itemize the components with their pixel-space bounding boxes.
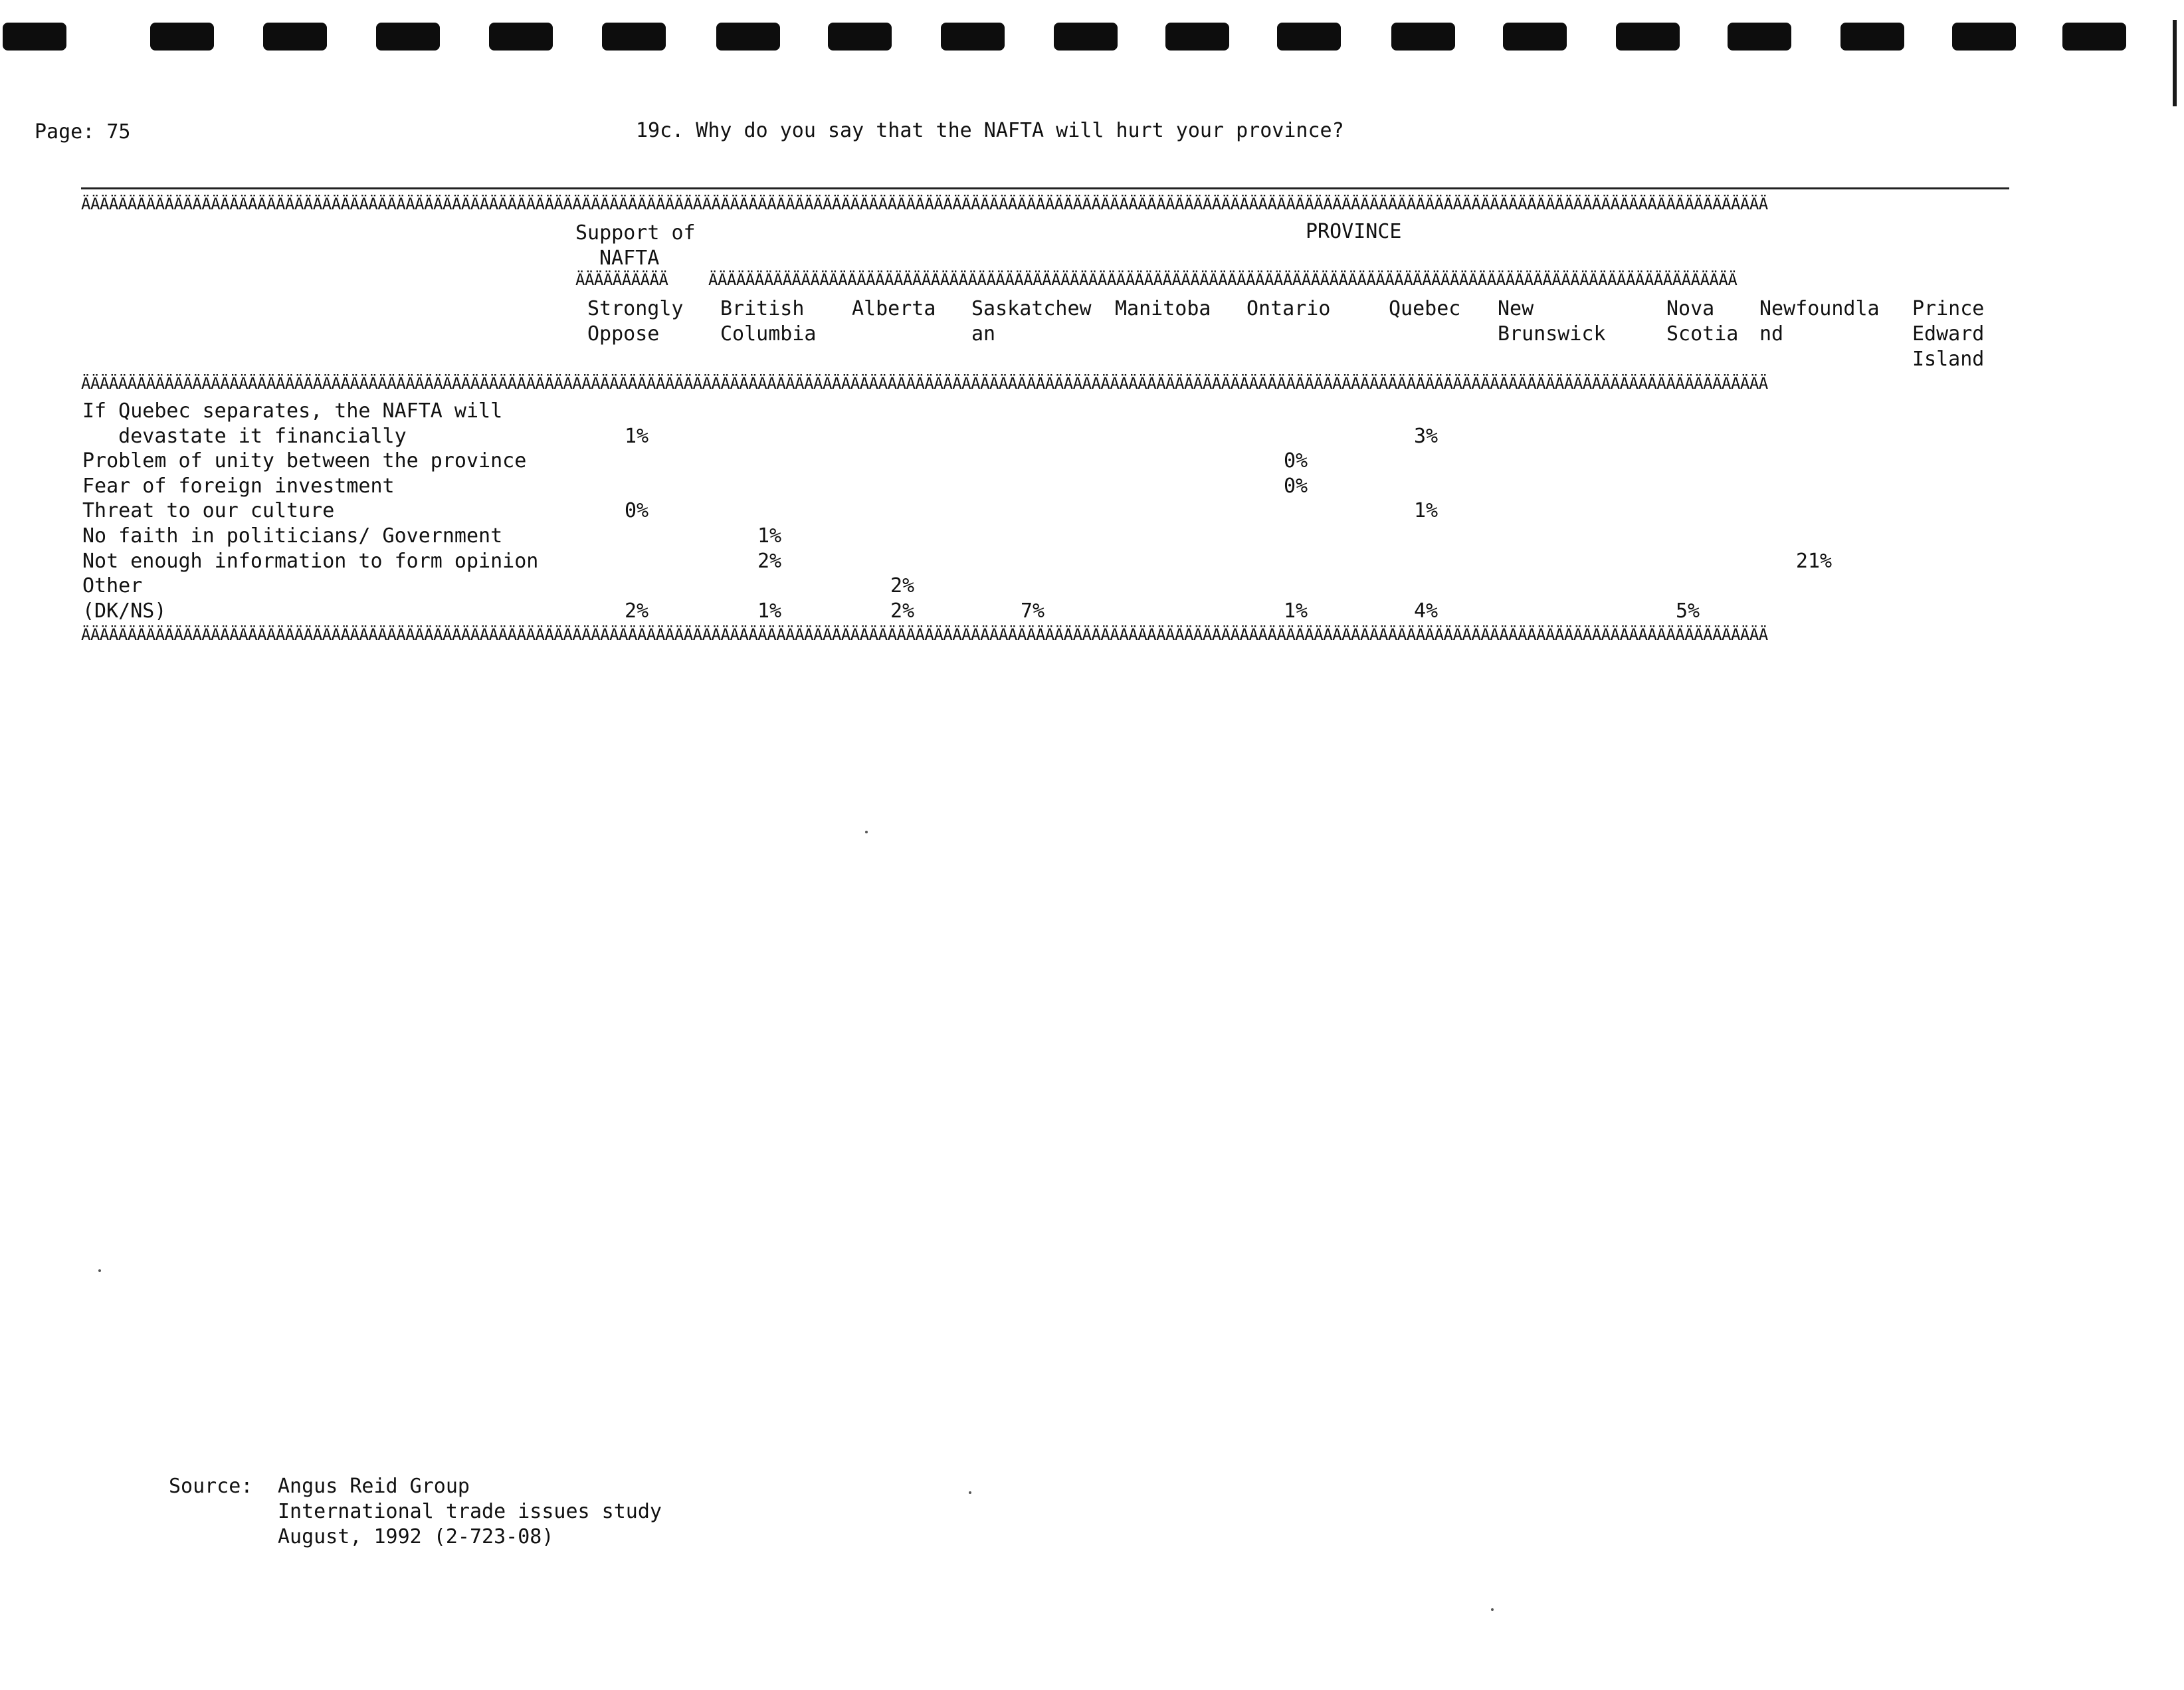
column-header-6-line-1: Quebec xyxy=(1389,297,1461,320)
binder-hole xyxy=(376,23,440,51)
rule-bottom: ÄÄÄÄÄÄÄÄÄÄÄÄÄÄÄÄÄÄÄÄÄÄÄÄÄÄÄÄÄÄÄÄÄÄÄÄÄÄÄÄÄÄÄÄÄÄÄÄÄÄÄÄÄÄÄÄÄÄÄÄÄÄÄÄÄÄÄÄÄÄÄÄÄÄÄÄÄÄÄÄÄÄÄÄÄÄÄÄÄÄÄÄÄÄÄÄÄÄÄÄÄÄÄÄÄÄÄÄÄÄÄÄÄÄÄÄÄÄÄÄÄÄÄÄÄÄÄÄÄÄÄÄÄÄÄÄÄÄÄÄÄÄÄÄÄÄÄÄÄÄÄÄÄÄÄÄÄÄÄÄÄÄÄÄÄÄÄÄÄÄÄÄÄÄÄÄÄÄÄÄÄÄ xyxy=(81,625,1768,644)
scan-speck xyxy=(1491,1608,1494,1611)
table-cell: 2% xyxy=(890,599,915,623)
question-title: 19c. Why do you say that the NAFTA will hurt your province? xyxy=(636,119,1344,142)
row-label: Fear of foreign investment xyxy=(82,475,395,498)
column-header-10-line-3: Island xyxy=(1912,348,1985,371)
row-label: (DK/NS) xyxy=(82,599,167,623)
binder-hole xyxy=(263,23,327,51)
row-label: devastate it financially xyxy=(82,425,407,448)
binder-hole xyxy=(716,23,780,51)
source-line-2: International trade issues study xyxy=(278,1500,662,1523)
column-header-8-line-1: Nova xyxy=(1666,297,1715,320)
table-cell: 1% xyxy=(1413,499,1439,522)
column-header-1-line-1: British xyxy=(720,297,805,320)
table-cell: 0% xyxy=(1283,475,1308,498)
column-header-9-line-2: nd xyxy=(1759,322,1784,346)
support-header-line2: NAFTA xyxy=(599,247,660,270)
binder-hole xyxy=(1616,23,1680,51)
column-header-9-line-1: Newfoundla xyxy=(1759,297,1880,320)
binder-hole xyxy=(150,23,214,51)
table-cell: 1% xyxy=(1283,599,1308,623)
binder-hole xyxy=(941,23,1005,51)
table-cell: 0% xyxy=(1283,449,1308,473)
binder-hole xyxy=(1054,23,1118,51)
table-cell: 2% xyxy=(757,550,782,573)
province-rule: ÄÄÄÄÄÄÄÄÄÄÄÄÄÄÄÄÄÄÄÄÄÄÄÄÄÄÄÄÄÄÄÄÄÄÄÄÄÄÄÄÄÄÄÄÄÄÄÄÄÄÄÄÄÄÄÄÄÄÄÄÄÄÄÄÄÄÄÄÄÄÄÄÄÄÄÄÄÄÄÄÄÄÄÄÄÄÄÄÄÄÄÄÄÄÄÄÄÄÄÄÄÄÄÄÄÄÄÄÄÄÄ xyxy=(708,270,1737,289)
column-header-0-line-1: Strongly xyxy=(587,297,684,320)
table-cell: 0% xyxy=(624,499,649,522)
province-header: PROVINCE xyxy=(1306,220,1402,243)
table-cell: 3% xyxy=(1413,425,1439,448)
top-rule-line xyxy=(81,187,2009,189)
binder-hole xyxy=(1165,23,1229,51)
source-label: Source: xyxy=(169,1475,253,1498)
binder-hole xyxy=(1503,23,1567,51)
rule-top: ÄÄÄÄÄÄÄÄÄÄÄÄÄÄÄÄÄÄÄÄÄÄÄÄÄÄÄÄÄÄÄÄÄÄÄÄÄÄÄÄÄÄÄÄÄÄÄÄÄÄÄÄÄÄÄÄÄÄÄÄÄÄÄÄÄÄÄÄÄÄÄÄÄÄÄÄÄÄÄÄÄÄÄÄÄÄÄÄÄÄÄÄÄÄÄÄÄÄÄÄÄÄÄÄÄÄÄÄÄÄÄÄÄÄÄÄÄÄÄÄÄÄÄÄÄÄÄÄÄÄÄÄÄÄÄÄÄÄÄÄÄÄÄÄÄÄÄÄÄÄÄÄÄÄÄÄÄÄÄÄÄÄÄÄÄÄÄÄÄÄÄÄÄÄÄÄÄÄÄÄÄÄ xyxy=(81,195,1768,213)
page-edge-mark xyxy=(2173,20,2177,106)
table-cell: 1% xyxy=(757,599,782,623)
table-cell: 7% xyxy=(1020,599,1045,623)
column-header-0-line-2: Oppose xyxy=(587,322,660,346)
binder-hole xyxy=(1277,23,1341,51)
table-cell: 21% xyxy=(1795,550,1833,573)
support-header-line1: Support of xyxy=(575,221,696,245)
row-label: No faith in politicians/ Government xyxy=(82,524,503,548)
table-cell: 5% xyxy=(1675,599,1700,623)
page-number: Page: 75 xyxy=(35,120,131,144)
table-cell: 2% xyxy=(890,574,915,597)
binder-hole xyxy=(828,23,892,51)
scan-speck xyxy=(98,1269,101,1272)
rule-header-bottom: ÄÄÄÄÄÄÄÄÄÄÄÄÄÄÄÄÄÄÄÄÄÄÄÄÄÄÄÄÄÄÄÄÄÄÄÄÄÄÄÄÄÄÄÄÄÄÄÄÄÄÄÄÄÄÄÄÄÄÄÄÄÄÄÄÄÄÄÄÄÄÄÄÄÄÄÄÄÄÄÄÄÄÄÄÄÄÄÄÄÄÄÄÄÄÄÄÄÄÄÄÄÄÄÄÄÄÄÄÄÄÄÄÄÄÄÄÄÄÄÄÄÄÄÄÄÄÄÄÄÄÄÄÄÄÄÄÄÄÄÄÄÄÄÄÄÄÄÄÄÄÄÄÄÄÄÄÄÄÄÄÄÄÄÄÄÄÄÄÄÄÄÄÄÄÄÄÄÄÄÄÄÄ xyxy=(81,374,1768,393)
source-line-3: August, 1992 (2-723-08) xyxy=(278,1525,554,1548)
binder-hole xyxy=(2062,23,2126,51)
row-label: Problem of unity between the province xyxy=(82,449,527,473)
column-header-8-line-2: Scotia xyxy=(1666,322,1739,346)
column-header-3-line-2: an xyxy=(971,322,996,346)
column-header-2-line-1: Alberta xyxy=(852,297,936,320)
column-header-3-line-1: Saskatchew xyxy=(971,297,1092,320)
binder-hole xyxy=(489,23,553,51)
binder-hole xyxy=(602,23,666,51)
support-rule: ÄÄÄÄÄÄÄÄÄÄ xyxy=(575,270,668,289)
row-label: Threat to our culture xyxy=(82,499,335,522)
binder-hole xyxy=(1840,23,1904,51)
column-header-10-line-2: Edward xyxy=(1912,322,1985,346)
binder-hole xyxy=(1728,23,1791,51)
table-cell: 1% xyxy=(624,425,649,448)
column-header-7-line-2: Brunswick xyxy=(1498,322,1606,346)
scan-speck xyxy=(969,1491,971,1494)
table-cell: 1% xyxy=(757,524,782,548)
binder-hole xyxy=(1391,23,1455,51)
source-line-1: Angus Reid Group xyxy=(278,1475,470,1498)
column-header-1-line-2: Columbia xyxy=(720,322,817,346)
table-cell: 4% xyxy=(1413,599,1439,623)
row-label: Not enough information to form opinion xyxy=(82,550,539,573)
column-header-10-line-1: Prince xyxy=(1912,297,1985,320)
binder-hole xyxy=(3,23,66,51)
binder-holes xyxy=(0,23,2184,53)
row-label: If Quebec separates, the NAFTA will xyxy=(82,399,503,423)
column-header-4-line-1: Manitoba xyxy=(1115,297,1211,320)
table-cell: 2% xyxy=(624,599,649,623)
column-header-7-line-1: New xyxy=(1498,297,1534,320)
binder-hole xyxy=(1952,23,2016,51)
column-header-5-line-1: Ontario xyxy=(1246,297,1331,320)
row-label: Other xyxy=(82,574,143,597)
scan-speck xyxy=(865,831,868,833)
